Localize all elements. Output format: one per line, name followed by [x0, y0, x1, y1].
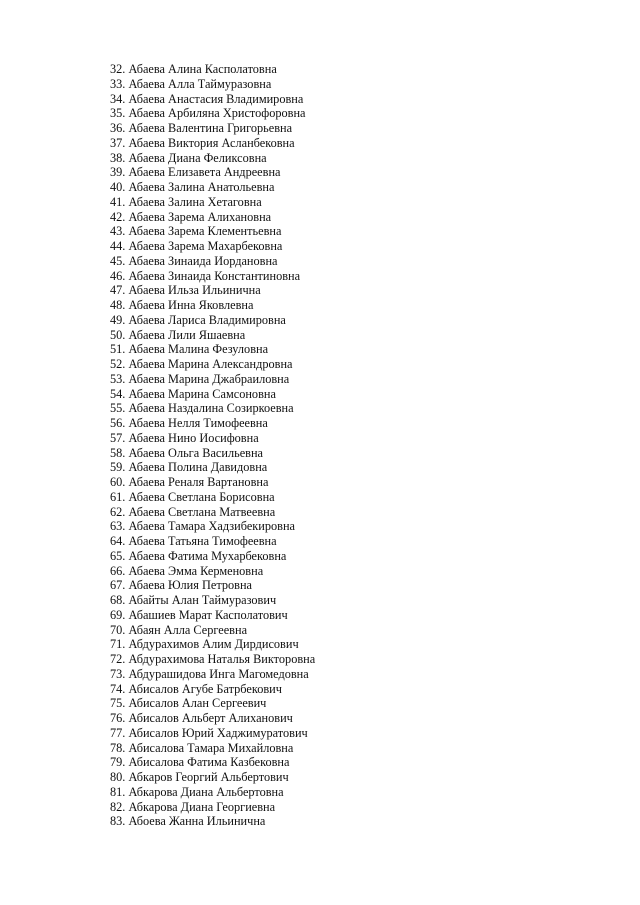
list-item-name: Абаева Лили Яшаевна	[128, 327, 246, 342]
list-item	[110, 431, 315, 446]
list-item-number: 66.	[110, 563, 126, 578]
list-item-name: Абаева Марина Самсоновна	[128, 386, 276, 401]
list-item-number: 51.	[110, 342, 126, 357]
list-item	[110, 578, 315, 593]
list-item-name: Абаева Алла Таймуразовна	[128, 76, 272, 91]
list-item	[110, 667, 315, 682]
list-item-name: Абаева Светлана Матвеевна	[128, 504, 276, 519]
list-item-number: 75.	[110, 696, 126, 711]
list-item	[110, 755, 315, 770]
list-item-name: Абаева Арбиляна Христофоровна	[128, 106, 306, 121]
list-item-name: Абаева Анастасия Владимировна	[128, 91, 304, 106]
list-item	[110, 416, 315, 431]
list-item-number: 76.	[110, 711, 126, 725]
list-item-number: 60.	[110, 475, 126, 489]
list-item-name: Абаева Ольга Васильевна	[128, 445, 264, 460]
list-item	[110, 726, 315, 741]
list-item-number: 62.	[110, 504, 126, 519]
list-item-name: Абаева Инна Яковлевна	[128, 298, 254, 312]
list-item-number: 63.	[110, 519, 126, 534]
list-item	[110, 269, 315, 284]
list-item-number: 35.	[110, 106, 126, 121]
list-item-number: 44.	[110, 239, 126, 253]
list-item-name: Абаева Зинаида Иордановна	[128, 253, 278, 268]
list-item-name: Абкаров Георгий Альбертович	[128, 770, 289, 784]
list-item	[110, 652, 315, 667]
list-item-name: Абаева Малина Фезуловна	[128, 342, 269, 357]
list-item-name: Абаева Валентина Григорьевна	[128, 121, 293, 135]
list-item-number: 81.	[110, 784, 126, 799]
list-item-name: Абаева Нелля Тимофеевна	[128, 416, 268, 430]
list-item-number: 37.	[110, 135, 126, 150]
list-item	[110, 711, 315, 726]
list-item-name: Абисалов Агубе Батрбекович	[128, 681, 282, 696]
list-item-number: 48.	[110, 298, 126, 312]
list-item-number: 39.	[110, 165, 126, 180]
list-item-number: 74.	[110, 681, 126, 696]
list-item	[110, 313, 315, 328]
list-item-number: 73.	[110, 666, 126, 681]
list-item	[110, 682, 315, 697]
list-item-name: Абисалов Альберт Алиханович	[128, 711, 293, 725]
list-item	[110, 490, 315, 505]
list-item	[110, 77, 315, 92]
list-item	[110, 210, 315, 225]
name-list	[110, 62, 315, 829]
list-item-number: 58.	[110, 445, 126, 460]
list-item-name: Абаева Зарема Алихановна	[128, 209, 272, 224]
list-item-number: 59.	[110, 460, 126, 475]
list-item-name: Абисалов Юрий Хаджимуратович	[128, 725, 308, 740]
list-item-number: 71.	[110, 637, 126, 652]
list-item	[110, 623, 315, 638]
list-item-name: Абаева Полина Давидовна	[128, 460, 268, 475]
list-item-number: 65.	[110, 548, 126, 563]
list-item-name: Абаева Фатима Мухарбековна	[128, 548, 287, 563]
list-item-number: 36.	[110, 121, 126, 135]
list-item-number: 80.	[110, 770, 126, 784]
list-item-name: Абаева Тамара Хадзибекировна	[128, 519, 295, 534]
list-item	[110, 121, 315, 136]
list-item-number: 83.	[110, 814, 126, 829]
list-item-name: Абаева Алина Касполатовна	[128, 62, 277, 76]
list-item-number: 61.	[110, 489, 126, 504]
list-item-number: 49.	[110, 312, 126, 327]
list-item	[110, 357, 315, 372]
list-item	[110, 460, 315, 475]
list-item-name: Абисалова Тамара Михайловна	[128, 740, 294, 755]
list-item-number: 79.	[110, 755, 126, 770]
list-item	[110, 328, 315, 343]
list-item-number: 38.	[110, 150, 126, 165]
list-item-name: Абаева Марина Александровна	[128, 357, 293, 371]
list-item-name: Абашиев Марат Касполатович	[128, 607, 288, 622]
list-item-name: Абаева Эмма Керменовна	[128, 563, 264, 578]
list-item	[110, 814, 315, 829]
list-item	[110, 372, 315, 387]
list-item-number: 55.	[110, 401, 126, 416]
list-item-name: Абдурахимова Наталья Викторовна	[128, 652, 316, 666]
list-item-name: Абаян Алла Сергеевна	[128, 622, 248, 637]
list-item	[110, 800, 315, 815]
list-item	[110, 519, 315, 534]
list-item-name: Абаева Светлана Борисовна	[128, 489, 275, 504]
list-item-number: 40.	[110, 180, 126, 194]
list-item	[110, 770, 315, 785]
list-item	[110, 387, 315, 402]
list-item-name: Абдурашидова Инга Магомедовна	[128, 666, 309, 681]
list-item-number: 68.	[110, 593, 126, 607]
list-item-name: Абайты Алан Таймуразович	[128, 593, 277, 607]
list-item-number: 50.	[110, 327, 126, 342]
list-item-number: 64.	[110, 534, 126, 548]
list-item-name: Абаева Марина Джабраиловна	[128, 371, 290, 386]
list-item	[110, 475, 315, 490]
list-item-number: 77.	[110, 725, 126, 740]
list-item-number: 52.	[110, 357, 126, 371]
list-item-name: Абаева Татьяна Тимофеевна	[128, 534, 277, 548]
list-item	[110, 62, 315, 77]
list-item-number: 33.	[110, 76, 126, 91]
list-item	[110, 549, 315, 564]
list-item	[110, 254, 315, 269]
list-item	[110, 239, 315, 254]
list-item	[110, 696, 315, 711]
list-item-number: 46.	[110, 268, 126, 283]
list-item	[110, 785, 315, 800]
list-item-number: 72.	[110, 652, 126, 666]
list-item	[110, 637, 315, 652]
list-item-number: 47.	[110, 283, 126, 298]
list-item-name: Абдурахимов Алим Дирдисович	[128, 637, 299, 652]
list-item	[110, 564, 315, 579]
list-item-name: Абаева Ильза Ильинична	[128, 283, 261, 298]
list-item	[110, 593, 315, 608]
list-item	[110, 151, 315, 166]
list-item-number: 43.	[110, 224, 126, 239]
list-item	[110, 401, 315, 416]
list-item-name: Абаева Зинаида Константиновна	[128, 268, 301, 283]
list-item	[110, 92, 315, 107]
list-item-number: 54.	[110, 386, 126, 401]
list-item-name: Абаева Виктория Асланбековна	[128, 135, 295, 150]
list-item-number: 56.	[110, 416, 126, 430]
list-item-number: 41.	[110, 194, 126, 209]
list-item	[110, 298, 315, 313]
list-item-number: 45.	[110, 253, 126, 268]
list-item-name: Абаева Диана Феликсовна	[128, 150, 267, 165]
list-item-name: Абаева Нино Иосифовна	[128, 430, 259, 445]
list-item-name: Абисалова Фатима Казбековна	[128, 755, 290, 770]
list-item	[110, 180, 315, 195]
list-item-name: Абаева Наздалина Созиркоевна	[128, 401, 294, 416]
list-item-number: 34.	[110, 91, 126, 106]
list-item	[110, 136, 315, 151]
list-item-name: Абкарова Диана Георгиевна	[128, 799, 276, 814]
list-item-number: 78.	[110, 740, 126, 755]
list-item-number: 69.	[110, 607, 126, 622]
list-item-number: 70.	[110, 622, 126, 637]
list-item	[110, 195, 315, 210]
list-item	[110, 165, 315, 180]
list-item-name: Абаева Зарема Клементьевна	[128, 224, 282, 239]
list-item-name: Абаева Лариса Владимировна	[128, 312, 286, 327]
list-item-number: 32.	[110, 62, 126, 76]
list-item-name: Абисалов Алан Сергеевич	[128, 696, 267, 711]
list-item-number: 57.	[110, 430, 126, 445]
list-item-number: 82.	[110, 799, 126, 814]
list-item-number: 67.	[110, 578, 126, 593]
list-item	[110, 446, 315, 461]
list-item	[110, 224, 315, 239]
list-item	[110, 342, 315, 357]
list-item-name: Абаева Залина Анатольевна	[128, 180, 275, 194]
list-item-name: Абаева Юлия Петровна	[128, 578, 252, 593]
list-item-name: Абаева Елизавета Андреевна	[128, 165, 281, 180]
list-item-name: Абоева Жанна Ильинична	[128, 814, 266, 829]
list-item-name: Абаева Зарема Махарбековна	[128, 239, 283, 253]
list-item	[110, 106, 315, 121]
list-item-name: Абаева Реналя Вартановна	[128, 475, 269, 489]
list-item-name: Абаева Залина Хетаговна	[128, 194, 262, 209]
list-item	[110, 534, 315, 549]
list-item-name: Абкарова Диана Альбертовна	[128, 784, 284, 799]
list-item	[110, 283, 315, 298]
list-item	[110, 608, 315, 623]
list-item-number: 53.	[110, 371, 126, 386]
list-item-number: 42.	[110, 209, 126, 224]
list-item	[110, 505, 315, 520]
list-item	[110, 741, 315, 756]
